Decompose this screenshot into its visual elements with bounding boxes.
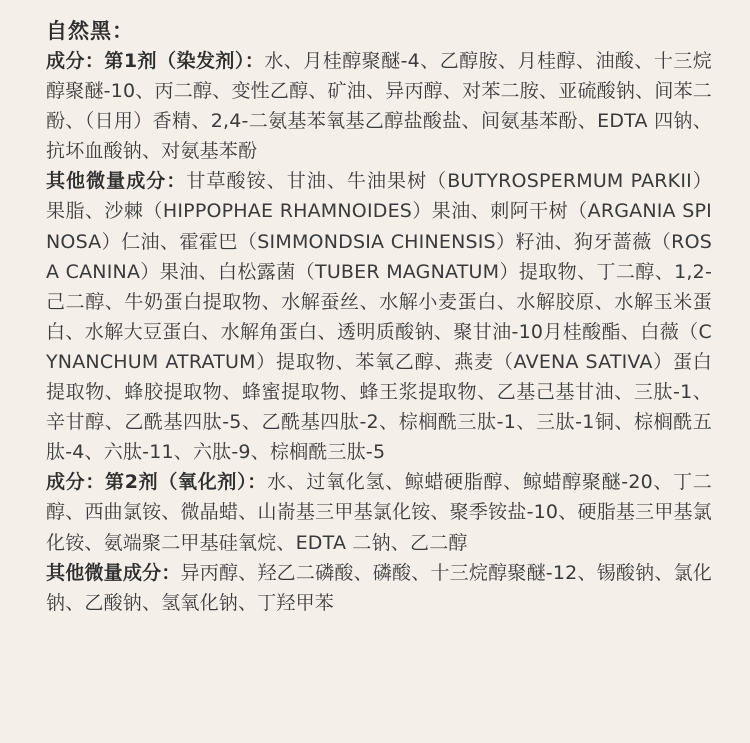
dye-agent-ingredient-list: 水、月桂醇聚醚-4、乙醇胺、月桂醇、油酸、十三烷醇聚醚-10、丙二醇、变性乙醇、矿油、异丙醇、对苯二胺、亚硫酸钠、间苯二酚、（日用）香精、2,4-二氨基苯氧基乙醇盐酸盐、间氨基苯酚、EDTA 四钠、抗坏血酸钠、对氨基苯酚 xyxy=(46,50,712,163)
dye-agent-trace-ingredients xyxy=(46,166,712,467)
oxidant-trace-ingredients xyxy=(46,558,712,618)
dye-agent-label: 成分：第1剂（染发剂）： xyxy=(46,50,265,72)
dye-agent-ingredients xyxy=(46,46,712,166)
dye-agent-trace-list: 甘草酸铵、甘油、牛油果树（BUTYROSPERMUM PARKII）果脂、沙棘（HIPPOPHAE RHAMNOIDES）果油、刺阿干树（ARGANIA SPINOSA）仁油、霍霍巴（SIMMONDSIA CHINENSIS）籽油、狗牙蔷薇（ROSA CANINA）果油、白松露菌（TUBER MAGNATUM）提取物、丁二醇、1,2-己二醇、牛奶蛋白提取物、水解蚕丝、水解小麦蛋白、水解胶原、水解玉米蛋白、水解大豆蛋白、水解角蛋白、透明质酸钠、聚甘油-10月桂酸酯、白薇（CYNANCHUM ATRATUM）提取物、苯氧乙醇、燕麦（AVENA SATIVA）蛋白提取物、蜂胶提取物、蜂蜜提取物、蜂王浆提取物、乙基己基甘油、三肽-1、辛甘醇、乙酰基四肽-5、乙酰基四肽-2、棕榈酰三肽-1、三肽-1铜、棕榈酰五肽-4、六肽-11、六肽-9、棕榈酰三肽-5 xyxy=(46,170,712,464)
oxidant-label: 成分：第2剂（氧化剂）： xyxy=(46,471,267,494)
oxidant-ingredients xyxy=(46,467,712,557)
oxidant-ingredient-list: 水、过氧化氢、鲸蜡硬脂醇、鲸蜡醇聚醚-20、丁二醇、西曲氯铵、微晶蜡、山嵛基三甲基氯化铵、聚季铵盐-10、硬脂基三甲基氯化铵、氨端聚二甲基硅氧烷、EDTA 二钠、乙二醇 xyxy=(46,471,712,554)
product-shade-title: 自然黑： xyxy=(46,19,134,43)
dye-agent-trace-label: 其他微量成分： xyxy=(46,170,187,193)
oxidant-trace-list: 异丙醇、羟乙二磷酸、磷酸、十三烷醇聚醚-12、锡酸钠、氯化钠、乙酸钠、氢氧化钠、丁羟甲苯 xyxy=(46,561,712,614)
oxidant-trace-label: 其他微量成分： xyxy=(46,561,181,584)
